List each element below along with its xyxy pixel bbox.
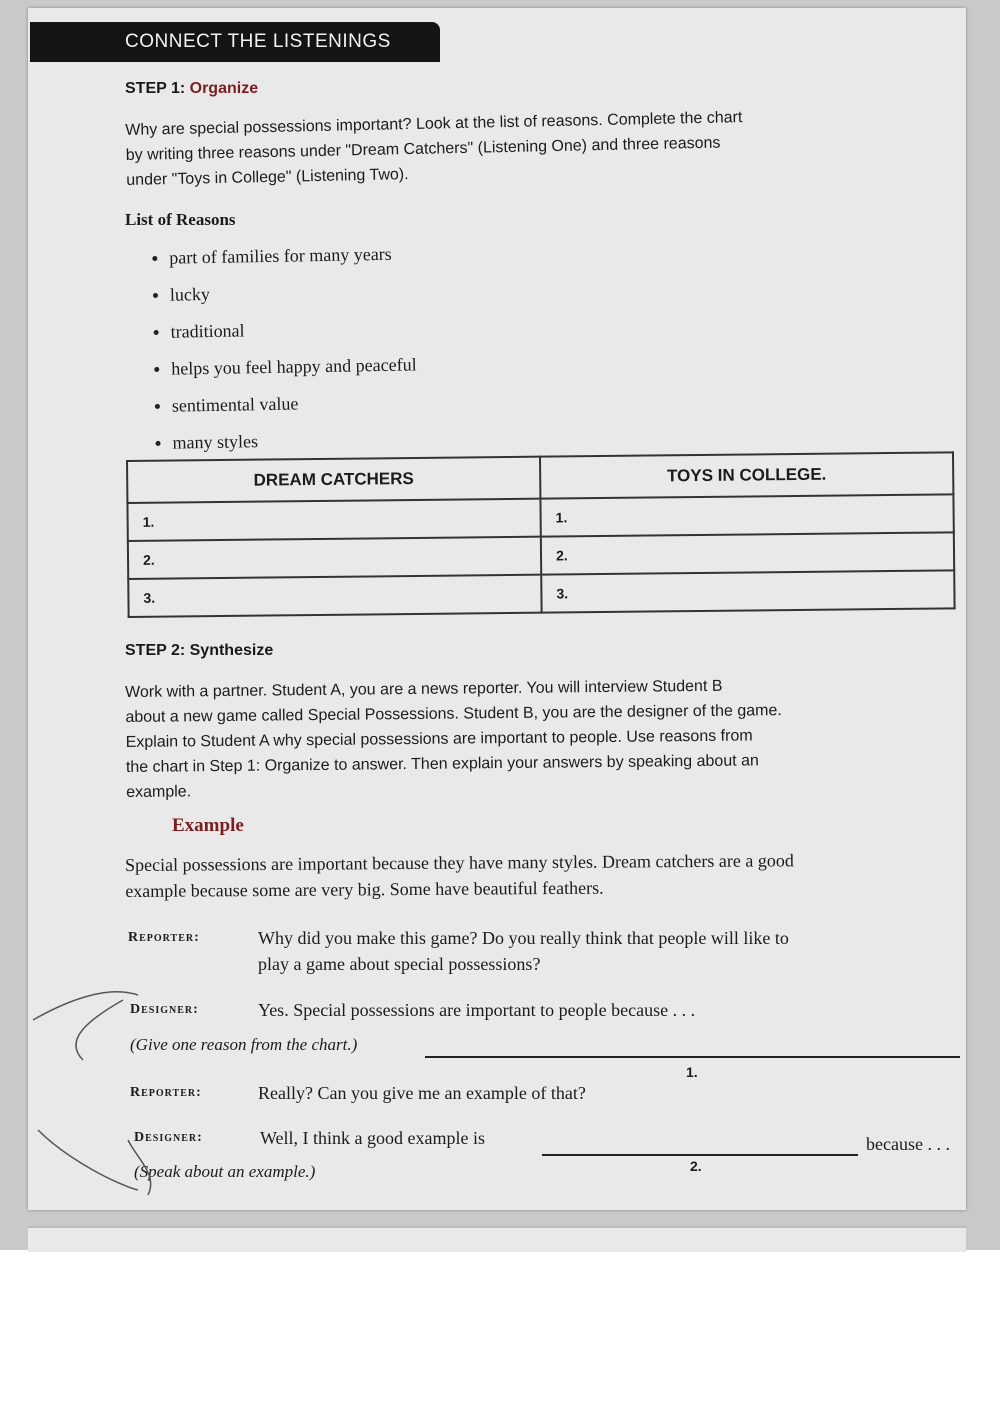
reason-text: lucky <box>169 283 211 305</box>
answer-blank-1[interactable] <box>425 1056 960 1058</box>
reason-text: sentimental value <box>171 393 299 416</box>
reason-text: traditional <box>170 320 245 342</box>
step2-number: STEP 2: <box>125 642 186 659</box>
reason-text: part of families for many years <box>169 243 392 268</box>
chart-cell-input[interactable]: 2. <box>128 537 541 579</box>
step2-title: Synthesize <box>189 642 274 659</box>
step2-instruction-line: Explain to Student A why special possessions are important to people. Use reasons from <box>125 727 753 751</box>
reporter-line-1 <box>258 925 789 977</box>
section-banner: CONNECT THE LISTENINGS <box>30 22 440 62</box>
reason-text: many styles <box>172 431 259 453</box>
designer-line-2-end: because . . . <box>866 1134 950 1154</box>
pencil-stroke <box>76 1000 123 1060</box>
hint-give-reason: (Give one reason from the chart.) <box>130 1035 358 1054</box>
bullet-icon <box>152 256 157 261</box>
hint-speak-example: (Speak about an example.) <box>134 1162 316 1181</box>
step2-instruction-line: the chart in Step 1: Organize to answer. Then explain your answers by speaking about an <box>125 752 759 776</box>
speech-line: Why did you make this game? Do you really think that people will like to <box>258 928 789 948</box>
chart-cell-input[interactable]: 2. <box>541 532 954 574</box>
chart-header-dream-catchers: DREAM CATCHERS <box>127 457 540 503</box>
reason-item <box>153 272 416 314</box>
designer-line-2: Well, I think a good example is <box>260 1128 485 1148</box>
step2-heading <box>125 642 273 660</box>
bullet-icon <box>154 367 159 372</box>
example-label: Example <box>172 815 244 836</box>
next-page-edge <box>28 1226 966 1252</box>
chart-cell-input[interactable]: 3. <box>128 575 541 617</box>
chart-cell-input[interactable]: 1. <box>540 494 953 536</box>
designer-label-2: Designer: <box>134 1130 203 1145</box>
chart-cell-input[interactable]: 1. <box>127 499 540 541</box>
pencil-stroke <box>33 992 138 1020</box>
answer-blank-2[interactable] <box>542 1154 858 1156</box>
example-line: example because some are very big. Some have beautiful feathers. <box>125 877 604 901</box>
designer-label: Designer: <box>130 1002 199 1017</box>
step1-heading <box>125 80 258 98</box>
example-line: Special possessions are important because they have many styles. Dream catchers are a good <box>125 850 794 875</box>
step1-instructions <box>125 105 744 193</box>
speech-line: play a game about special possessions? <box>258 954 541 974</box>
step2-instruction-line: example. <box>126 783 192 801</box>
step1-instruction-line: by writing three reasons under "Dream Catchers" (Listening One) and three reasons <box>125 134 721 164</box>
pencil-marks <box>28 980 168 1200</box>
reason-item <box>155 383 418 425</box>
reasons-list <box>152 235 418 462</box>
chart-header-toys-in-college: TOYS IN COLLEGE. <box>540 452 953 498</box>
reasons-chart <box>126 451 956 618</box>
pencil-stroke <box>38 1130 138 1190</box>
step2-instruction-line: Work with a partner. Student A, you are a news reporter. You will interview Student B <box>125 677 723 701</box>
chart-cell-input[interactable]: 3. <box>541 570 954 612</box>
bullet-icon <box>156 441 161 446</box>
reporter-line-2: Really? Can you give me an example of that? <box>258 1083 586 1103</box>
reporter-label-2: Reporter: <box>130 1085 202 1100</box>
blank-1-number: 1. <box>686 1064 698 1080</box>
reason-item <box>155 420 418 462</box>
chart-row <box>128 570 954 617</box>
step2-instructions <box>125 673 783 805</box>
step1-instruction-line: Why are special possessions important? Look at the list of reasons. Complete the chart <box>125 109 743 139</box>
step1-number: STEP 1: <box>125 80 186 97</box>
step2-instruction-line: about a new game called Special Possessions. Student B, you are the designer of the game. <box>125 702 782 726</box>
bullet-icon <box>153 293 158 298</box>
designer-line-1: Yes. Special possessions are important to people because . . . <box>258 1000 696 1020</box>
reason-item <box>154 346 417 388</box>
blank-2-number: 2. <box>690 1158 702 1174</box>
step1-instruction-line: under "Toys in College" (Listening Two). <box>126 166 409 189</box>
example-text <box>125 847 794 904</box>
reason-item <box>153 309 416 351</box>
reason-item <box>152 235 415 277</box>
step1-title: Organize <box>189 80 259 97</box>
list-of-reasons-title: List of Reasons <box>125 210 236 229</box>
bullet-icon <box>155 404 160 409</box>
bullet-icon <box>154 330 159 335</box>
reason-text: helps you feel happy and peaceful <box>171 354 417 379</box>
reporter-label: Reporter: <box>128 930 200 945</box>
pencil-stroke <box>128 1140 151 1195</box>
